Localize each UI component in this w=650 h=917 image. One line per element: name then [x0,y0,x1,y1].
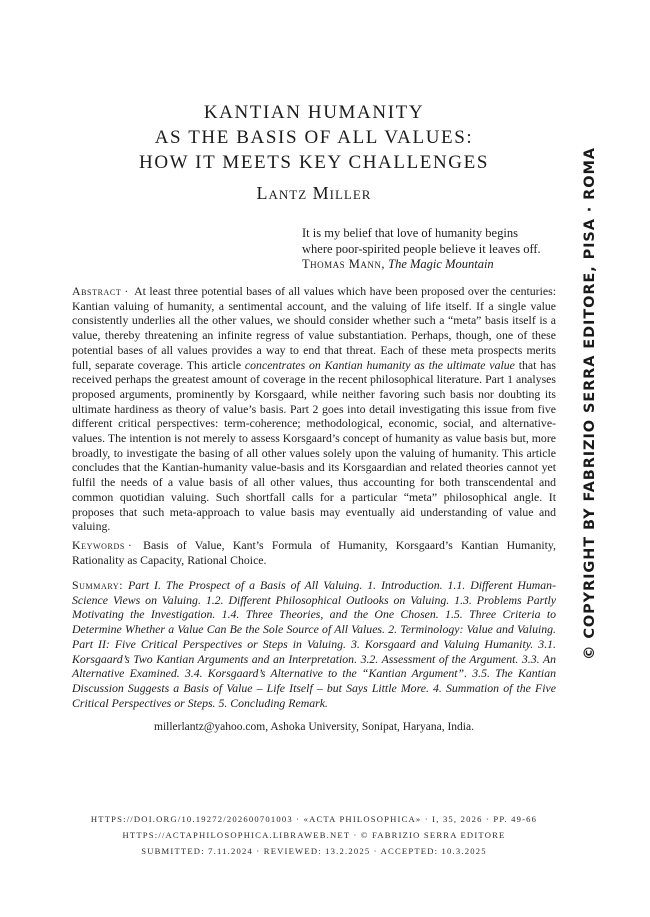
summary [72,578,556,710]
keywords [72,538,556,567]
title-line-2: AS THE BASIS OF ALL VALUES: [154,127,474,148]
abstract [72,284,556,534]
journal-url-line: HTTPS://ACTAPHILOSOPHICA.LIBRAWEB.NET · © FABRIZIO SERRA EDITORE [122,830,506,840]
author-name: Lantz Miller [256,183,372,203]
epigraph-author: Thomas Mann, [302,257,386,271]
abstract-text-1: At least three potential bases of all values which have been proposed over the centuries: Kantian valuing of humanity, a sentimental account, and the valuing of life itself. If a single value consistently underlies all the other values, we should consider whether such a “meta” basis itself is a value, thereby threatening an infinite regress of value substantiation. Perhaps, though, one of these potential bases of all values provides a way to end that threat. Each of these meta prospects merits full, separate coverage. This article [72,284,556,372]
title-line-3: HOW IT MEETS KEY CHALLENGES [139,152,489,173]
epigraph-attribution [302,257,552,273]
abstract-text-italic: concentrates on Kantian humanity as the ultimate value [244,357,515,372]
epigraph-line-1: It is my belief that love of humanity begins [302,226,518,240]
copyright-watermark: © COPYRIGHT BY FABRIZIO SERRA EDITORE, PISA · ROMA [582,147,598,660]
abstract-separator: · [124,284,129,298]
article-title [72,100,556,175]
keywords-label: Keywords [72,538,125,552]
title-line-1: KANTIAN HUMANITY [203,102,425,123]
abstract-text-2: that has received perhaps the greatest amount of coverage in the recent philosophical literature. Part 1 analyses proposed arguments, prominently by Korsgaard, while neither favoring such basis nor doubting its ultimate hardiness as theory of value’s basis. Part 2 goes into detail investigating this issue from five different critical perspectives: term-coherence; methodological, economic, social, and alternative-values. The intention is not merely to assess Korsgaard’s concept of humanity as value basis but, more broadly, to investigate the basing of all other values solely upon the valuing of humanity. This article concludes that the Kantian-humanity value-basis and its Korsgaardian and related theories cannot yet fulfil the needs of a value basis of all other values, thus accounting for both transcendental and common quotidian valuing. Such shortfall calls for a particular “meta” philosophical angle. It proposes that such meta-approach to value basis may eventually aid understanding of value and valuing. [72,357,557,534]
epigraph-source: The Magic Mountain [388,257,494,271]
epigraph-line-2: where poor-spirited people believe it leaves off. [302,241,541,256]
epigraph [302,226,552,273]
keywords-text: Basis of Value, Kant’s Formula of Humanity, Korsgaard’s Kantian Humanity, Rationality as Capacity, Rational Choice. [72,538,556,567]
keywords-separator: · [127,538,132,552]
doi-line: HTTPS://DOI.ORG/10.19272/202600701003 · «ACTA PHILOSOPHICA» · I, 35, 2026 · PP. 49-66 [90,814,538,824]
author-contact: millerlantz@yahoo.com, Ashoka University, Sonipat, Haryana, India. [154,721,474,733]
summary-label: Summary: [72,578,124,592]
summary-text: Part I. The Prospect of a Basis of All Valuing. 1. Introduction. 1.1. Different Human-Science Views on Valuing. 1.2. Different Philosophical Outlooks on Valuing. 1.3. Problems Partly Motivating the Investigation. 1.4. Three Theories, and the One Chosen. 1.5. Three Criteria to Determine Whether a Value Can Be the Sole Source of All Values. 2. Terminology: Value and Valuing. Part II: Five Critical Perspectives or Steps in Valuing. 3. Korsgaard and Valuing Humanity. 3.1. Korsgaard’s Two Kantian Arguments and an Interpretation. 3.2. Assessment of the Argument. 3.3. An Alternative Examined. 3.4. Korsgaard’s Alternative to the “Kantian Argument”. 3.5. The Kantian Discussion Suggests a Basis of Value – Life Itself – but Says Little More. 4. Summation of the Five Critical Perspectives or Steps. 5. Concluding Remark. [72,578,556,710]
abstract-label: Abstract [72,284,122,298]
submission-dates-line: SUBMITTED: 7.11.2024 · REVIEWED: 13.2.2025 · ACCEPTED: 10.3.2025 [141,846,487,856]
